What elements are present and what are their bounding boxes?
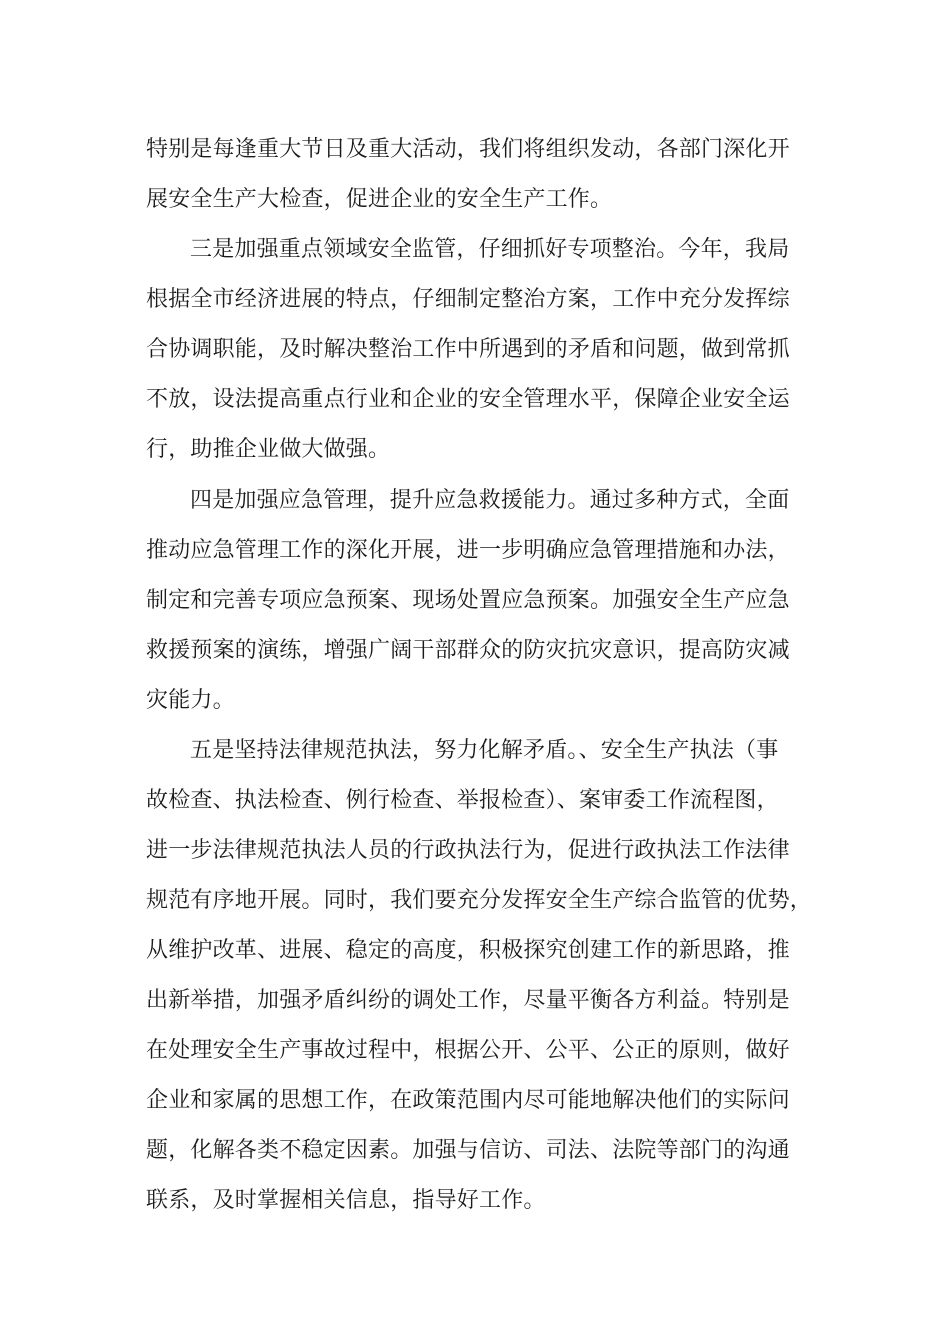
text-line: 从维护改革、进展、稳定的高度，积极探究创建工作的新思路，推 (146, 938, 790, 963)
text-line: 灾能力。 (146, 688, 235, 713)
paragraph-start-line: 四是加强应急管理，提升应急救援能力。通过多种方式，全面 (190, 488, 790, 513)
text-line: 根据全市经济进展的特点，仔细制定整治方案，工作中充分发挥综 (146, 287, 790, 312)
text-line: 合协调职能，及时解决整治工作中所遇到的矛盾和问题，做到常抓 (146, 337, 790, 362)
text-line: 进一步法律规范执法人员的行政执法行为，促进行政执法工作法律 (146, 838, 790, 863)
text-line: 不放，设法提高重点行业和企业的安全管理水平，保障企业安全运 (146, 387, 790, 412)
text-line: 联系，及时掌握相关信息，指导好工作。 (146, 1188, 546, 1213)
text-line: 救援预案的演练，增强广阔干部群众的防灾抗灾意识，提高防灾减 (146, 638, 790, 663)
paragraph-start-line: 三是加强重点领域安全监管，仔细抓好专项整治。今年，我局 (190, 237, 790, 262)
text-line: 题，化解各类不稳定因素。加强与信访、司法、法院等部门的沟通 (146, 1138, 790, 1163)
text-line: 行，助推企业做大做强。 (146, 437, 391, 462)
text-line: 规范有序地开展。同时，我们要充分发挥安全生产综合监管的优势， (146, 888, 813, 913)
text-line: 在处理安全生产事故过程中，根据公开、公平、公正的原则，做好 (146, 1038, 790, 1063)
text-line: 制定和完善专项应急预案、现场处置应急预案。加强安全生产应急 (146, 588, 790, 613)
text-line: 特别是每逢重大节日及重大活动，我们将组织发动，各部门深化开 (146, 137, 790, 162)
text-line: 故检查、执法检查、例行检查、举报检查）、案审委工作流程图， (146, 788, 779, 813)
text-line: 展安全生产大检查，促进企业的安全生产工作。 (146, 187, 613, 212)
paragraph-start-line: 五是坚持法律规范执法，努力化解矛盾。、安全生产执法（事 (190, 738, 779, 763)
text-line: 出新举措，加强矛盾纠纷的调处工作，尽量平衡各方利益。特别是 (146, 988, 790, 1013)
text-line: 推动应急管理工作的深化开展，进一步明确应急管理措施和办法， (146, 538, 790, 563)
text-line: 企业和家属的思想工作，在政策范围内尽可能地解决他们的实际问 (146, 1088, 790, 1113)
